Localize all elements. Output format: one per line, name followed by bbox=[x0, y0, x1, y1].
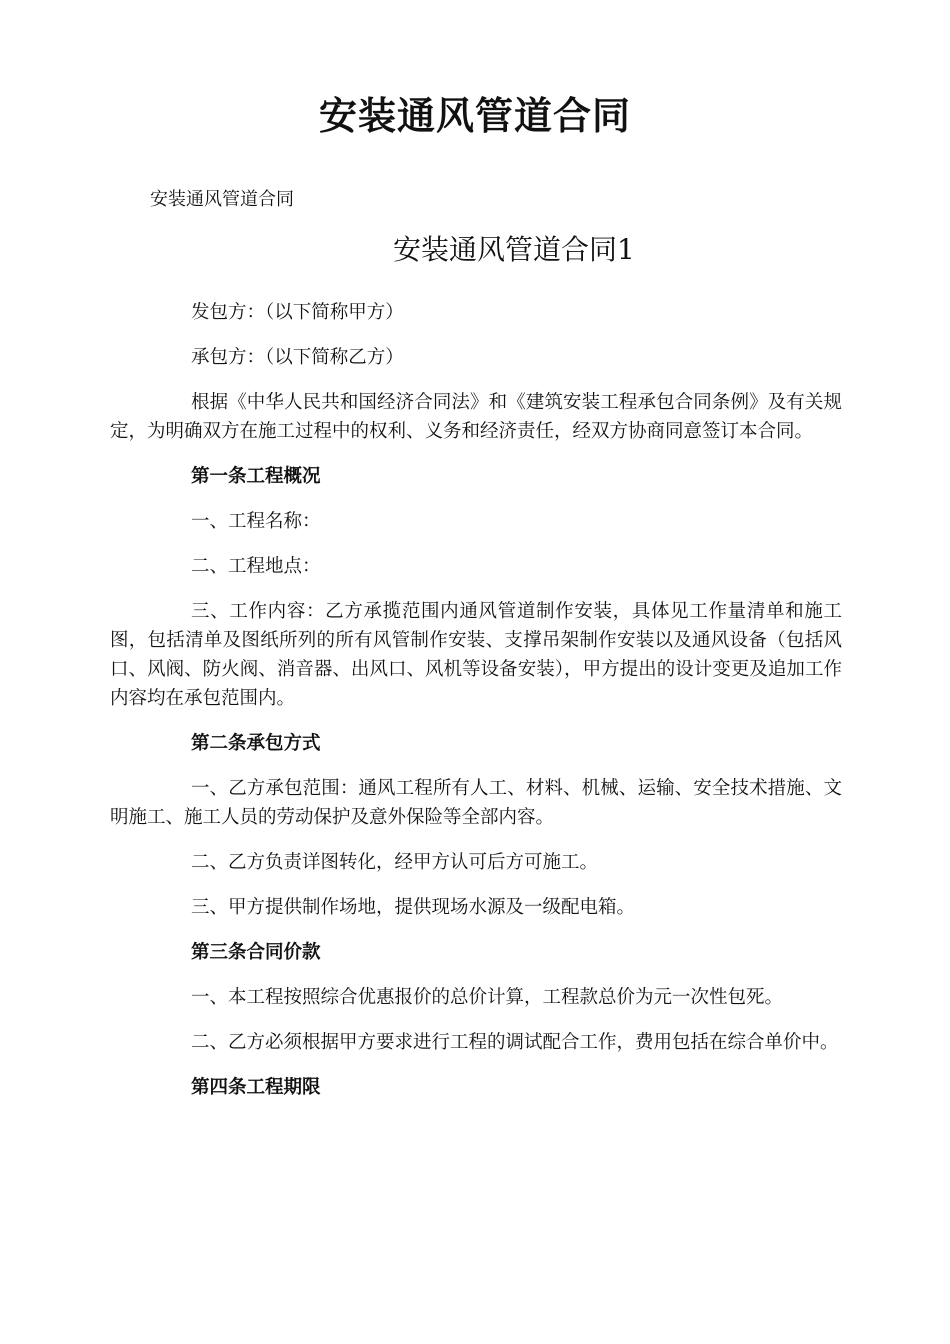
contract-section-title: 安装通风管道合同1 bbox=[393, 233, 635, 266]
article-4-heading: 第四条工程期限 bbox=[191, 1077, 321, 1098]
site-provision-line: 三、甲方提供制作场地，提供现场水源及一级配电箱。 bbox=[191, 897, 636, 918]
article-2-heading: 第二条承包方式 bbox=[191, 733, 321, 754]
drawing-conversion-line: 二、乙方负责详图转化，经甲方认可后方可施工。 bbox=[191, 852, 599, 873]
contract-scope-paragraph: 一、乙方承包范围：通风工程所有人工、材料、机械、运输、安全技术措施、文明施工、施工人员的劳动保护及意外保险等全部内容。 bbox=[110, 778, 842, 828]
contract-body bbox=[110, 298, 842, 1118]
party-b-line: 承包方：（以下简称乙方） bbox=[191, 347, 404, 368]
total-price-line: 一、本工程按照综合优惠报价的总价计算，工程款总价为元一次性包死。 bbox=[191, 987, 784, 1008]
preamble-paragraph: 根据《中华人民共和国经济合同法》和《建筑安装工程承包合同条例》及有关规定，为明确双方在施工过程中的权利、义务和经济责任，经双方协商同意签订本合同。 bbox=[110, 392, 842, 442]
article-1-heading: 第一条工程概况 bbox=[191, 466, 321, 487]
project-location-line: 二、工程地点： bbox=[191, 556, 321, 577]
document-title: 安装通风管道合同 bbox=[318, 93, 631, 138]
article-3-heading: 第三条合同价款 bbox=[191, 942, 321, 963]
project-name-line: 一、工程名称： bbox=[191, 511, 321, 532]
work-content-paragraph: 三、工作内容：乙方承揽范围内通风管道制作安装，具体见工作量清单和施工图，包括清单及图纸所列的所有风管制作安装、支撑吊架制作安装以及通风设备（包括风口、风阀、防火阀、消音器、出风口、风机等设备安装），甲方提出的设计变更及追加工作内容均在承包范围内。 bbox=[110, 601, 842, 709]
commissioning-paragraph: 二、乙方必须根据甲方要求进行工程的调试配合工作，费用包括在综合单价中。 bbox=[191, 1032, 839, 1053]
document-subtitle: 安装通风管道合同 bbox=[150, 189, 294, 210]
party-a-line: 发包方：（以下简称甲方） bbox=[191, 302, 404, 323]
